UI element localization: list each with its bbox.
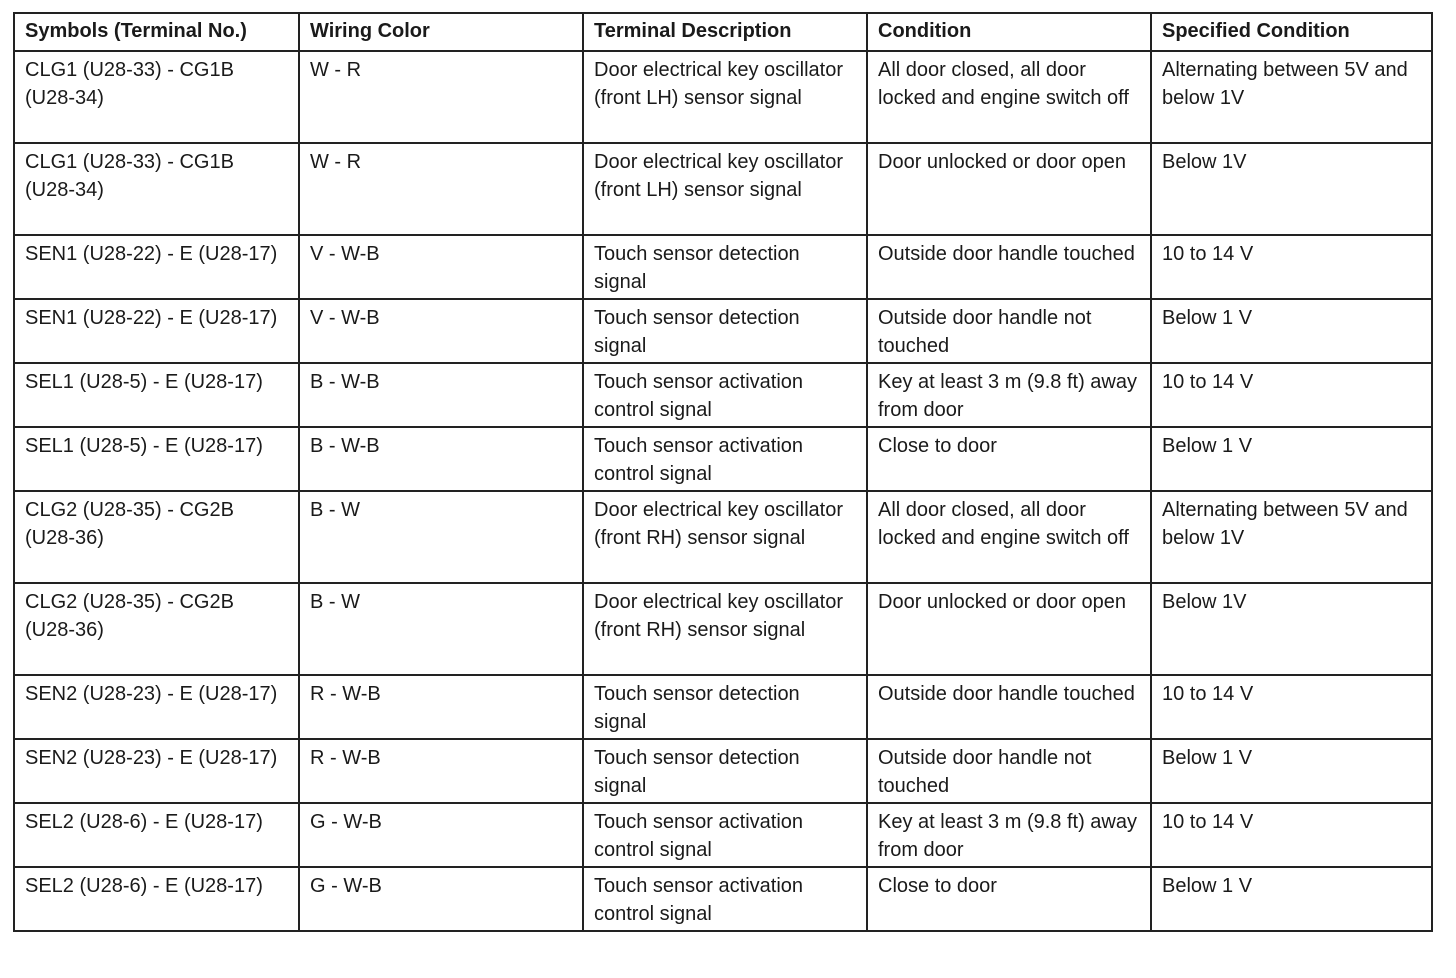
document-page bbox=[13, 12, 1431, 932]
cell-terminal-description: Door electrical key oscillator (front LH) sensor signal bbox=[583, 143, 867, 235]
cell-terminal-description: Touch sensor activation control signal bbox=[583, 427, 867, 491]
cell-specified-condition: Below 1 V bbox=[1151, 427, 1432, 491]
cell-terminal-description: Door electrical key oscillator (front LH) sensor signal bbox=[583, 51, 867, 143]
cell-terminal-description: Touch sensor activation control signal bbox=[583, 867, 867, 931]
cell-symbols: SEL2 (U28-6) - E (U28-17) bbox=[14, 803, 299, 867]
cell-condition: Outside door handle touched bbox=[867, 235, 1151, 299]
table-row bbox=[14, 51, 1432, 143]
cell-symbols: SEN1 (U28-22) - E (U28-17) bbox=[14, 299, 299, 363]
cell-specified-condition: Below 1V bbox=[1151, 583, 1432, 675]
table-row bbox=[14, 363, 1432, 427]
cell-symbols: SEL1 (U28-5) - E (U28-17) bbox=[14, 427, 299, 491]
table-row bbox=[14, 143, 1432, 235]
cell-terminal-description: Touch sensor detection signal bbox=[583, 739, 867, 803]
cell-terminal-description: Touch sensor detection signal bbox=[583, 299, 867, 363]
cell-specified-condition: Alternating between 5V and below 1V bbox=[1151, 51, 1432, 143]
cell-condition: Outside door handle not touched bbox=[867, 739, 1151, 803]
cell-wiring-color: G - W-B bbox=[299, 867, 583, 931]
table-row bbox=[14, 739, 1432, 803]
cell-condition: Door unlocked or door open bbox=[867, 583, 1151, 675]
cell-symbols: CLG2 (U28-35) - CG2B (U28-36) bbox=[14, 583, 299, 675]
cell-wiring-color: B - W bbox=[299, 491, 583, 583]
cell-condition: All door closed, all door locked and engine switch off bbox=[867, 51, 1151, 143]
cell-specified-condition: 10 to 14 V bbox=[1151, 363, 1432, 427]
terminal-table bbox=[13, 12, 1433, 932]
header-specified-condition: Specified Condition bbox=[1151, 13, 1432, 51]
cell-specified-condition: 10 to 14 V bbox=[1151, 675, 1432, 739]
cell-specified-condition: Below 1 V bbox=[1151, 739, 1432, 803]
cell-condition: Outside door handle touched bbox=[867, 675, 1151, 739]
table-row bbox=[14, 675, 1432, 739]
cell-wiring-color: W - R bbox=[299, 143, 583, 235]
cell-condition: Close to door bbox=[867, 427, 1151, 491]
cell-specified-condition: 10 to 14 V bbox=[1151, 803, 1432, 867]
cell-symbols: SEN2 (U28-23) - E (U28-17) bbox=[14, 739, 299, 803]
cell-wiring-color: G - W-B bbox=[299, 803, 583, 867]
cell-condition: Outside door handle not touched bbox=[867, 299, 1151, 363]
header-terminal-description: Terminal Description bbox=[583, 13, 867, 51]
header-symbols: Symbols (Terminal No.) bbox=[14, 13, 299, 51]
cell-wiring-color: R - W-B bbox=[299, 675, 583, 739]
table-row bbox=[14, 299, 1432, 363]
cell-wiring-color: B - W bbox=[299, 583, 583, 675]
cell-wiring-color: W - R bbox=[299, 51, 583, 143]
table-header-row bbox=[14, 13, 1432, 51]
cell-symbols: SEL2 (U28-6) - E (U28-17) bbox=[14, 867, 299, 931]
cell-symbols: SEN1 (U28-22) - E (U28-17) bbox=[14, 235, 299, 299]
cell-symbols: CLG1 (U28-33) - CG1B (U28-34) bbox=[14, 143, 299, 235]
table-row bbox=[14, 491, 1432, 583]
cell-wiring-color: R - W-B bbox=[299, 739, 583, 803]
cell-specified-condition: Below 1 V bbox=[1151, 299, 1432, 363]
cell-specified-condition: 10 to 14 V bbox=[1151, 235, 1432, 299]
table-row bbox=[14, 803, 1432, 867]
cell-terminal-description: Touch sensor detection signal bbox=[583, 235, 867, 299]
cell-specified-condition: Below 1V bbox=[1151, 143, 1432, 235]
cell-terminal-description: Touch sensor detection signal bbox=[583, 675, 867, 739]
cell-wiring-color: B - W-B bbox=[299, 363, 583, 427]
cell-symbols: CLG2 (U28-35) - CG2B (U28-36) bbox=[14, 491, 299, 583]
cell-condition: Door unlocked or door open bbox=[867, 143, 1151, 235]
header-condition: Condition bbox=[867, 13, 1151, 51]
table-row bbox=[14, 867, 1432, 931]
cell-condition: Key at least 3 m (9.8 ft) away from door bbox=[867, 803, 1151, 867]
cell-terminal-description: Door electrical key oscillator (front RH) sensor signal bbox=[583, 583, 867, 675]
table-row bbox=[14, 235, 1432, 299]
cell-symbols: CLG1 (U28-33) - CG1B (U28-34) bbox=[14, 51, 299, 143]
cell-specified-condition: Below 1 V bbox=[1151, 867, 1432, 931]
cell-wiring-color: B - W-B bbox=[299, 427, 583, 491]
cell-specified-condition: Alternating between 5V and below 1V bbox=[1151, 491, 1432, 583]
cell-condition: Key at least 3 m (9.8 ft) away from door bbox=[867, 363, 1151, 427]
cell-terminal-description: Touch sensor activation control signal bbox=[583, 363, 867, 427]
cell-wiring-color: V - W-B bbox=[299, 299, 583, 363]
cell-condition: Close to door bbox=[867, 867, 1151, 931]
cell-symbols: SEL1 (U28-5) - E (U28-17) bbox=[14, 363, 299, 427]
cell-symbols: SEN2 (U28-23) - E (U28-17) bbox=[14, 675, 299, 739]
table-row bbox=[14, 427, 1432, 491]
cell-wiring-color: V - W-B bbox=[299, 235, 583, 299]
header-wiring-color: Wiring Color bbox=[299, 13, 583, 51]
cell-terminal-description: Touch sensor activation control signal bbox=[583, 803, 867, 867]
table-row bbox=[14, 583, 1432, 675]
cell-terminal-description: Door electrical key oscillator (front RH) sensor signal bbox=[583, 491, 867, 583]
cell-condition: All door closed, all door locked and engine switch off bbox=[867, 491, 1151, 583]
